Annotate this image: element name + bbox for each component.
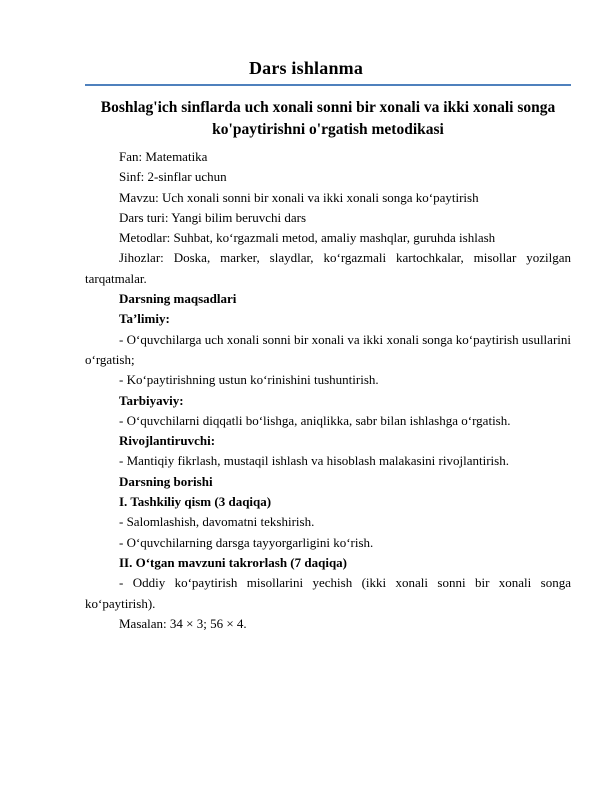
stage-2-item: - Oddiy ko‘paytirish misollarini yechish (ikki xonali sonni bir xonali songa ko‘paytirish).	[85, 575, 571, 611]
example-line: Masalan: 34 × 3; 56 × 4.	[119, 615, 247, 631]
methods-line: Metodlar: Suhbat, ko‘rgazmali metod, amaliy mashqlar, guruhda ishlash	[119, 230, 496, 246]
stage-2-heading: II. O‘tgan mavzuni takrorlash (7 daqiqa)	[119, 554, 348, 570]
upbringing-heading: Tarbiyaviy:	[119, 392, 184, 408]
grade-line: Sinf: 2-sinflar uchun	[119, 169, 227, 185]
topic-line: Mavzu: Uch xonali sonni bir xonali va ikki xonali songa ko‘paytirish	[119, 189, 479, 205]
document-subtitle: Boshlag'ich sinflarda uch xonali sonni bir xonali va ikki xonali songa ko'paytirishni o'rgatish metodikasi	[100, 99, 556, 138]
developmental-item: - Mantiqiy fikrlash, mustaqil ishlash va hisoblash malakasini rivojlantirish.	[119, 453, 509, 469]
stage-1-heading: I. Tashkiliy qism (3 daqiqa)	[119, 494, 272, 510]
upbringing-item: - O‘quvchilarni diqqatli bo‘lishga, aniqlikka, sabr bilan ishlashga o‘rgatish.	[119, 412, 511, 428]
equipment-paragraph: Jihozlar: Doska, marker, slaydlar, ko‘rgazmali kartochkalar, misollar yozilgan tarqatmalar.	[85, 250, 571, 286]
developmental-heading: Rivojlantiruvchi:	[119, 433, 216, 449]
document-body	[85, 147, 571, 634]
lesson-flow-heading: Darsning borishi	[119, 473, 213, 489]
educational-heading: Ta’limiy:	[119, 311, 170, 327]
goals-heading: Darsning maqsadlari	[119, 291, 237, 307]
subject-line: Fan: Matematika	[119, 149, 208, 164]
lesson-type-line: Dars turi: Yangi bilim beruvchi dars	[119, 209, 307, 225]
educational-item: - Ko‘paytirishning ustun ko‘rinishini tushuntirish.	[119, 372, 379, 388]
document-title: Dars ishlanma	[248, 58, 364, 78]
educational-item: - O‘quvchilarga uch xonali sonni bir xonali va ikki xonali songa ko‘paytirish usullarini o‘rgatish;	[85, 331, 571, 367]
stage-1-item: - O‘quvchilarning darsga tayyorgarligini ko‘rish.	[119, 534, 374, 550]
title-underline	[85, 84, 571, 86]
stage-1-item: - Salomlashish, davomatni tekshirish.	[119, 514, 315, 530]
